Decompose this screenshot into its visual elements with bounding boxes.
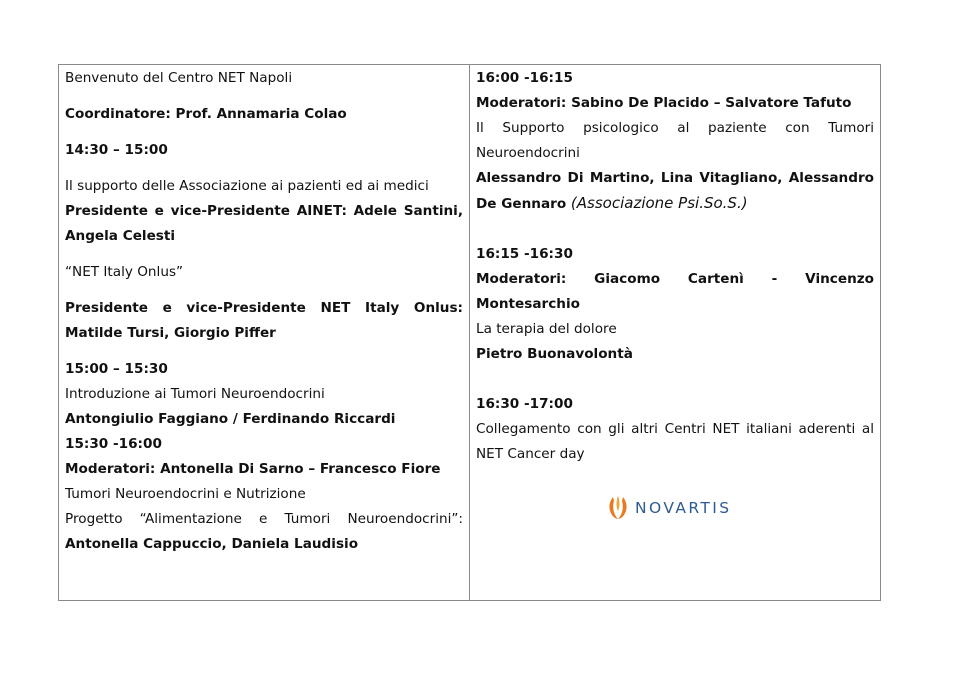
novartis-flame-icon <box>608 495 628 521</box>
slot4-speakers: Alessandro Di Martino, Lina Vitagliano, Alessandro De Gennaro <box>476 170 874 212</box>
slot5-topic: La terapia del dolore <box>476 321 617 337</box>
novartis-logo <box>608 495 731 521</box>
slot5-speaker: Pietro Buonavolontà <box>476 346 633 362</box>
slot1-topic: Il supporto delle Associazione ai pazienti ed ai medici <box>65 178 429 194</box>
slot6-topic: Collegamento con gli altri Centri NET italiani aderenti al NET Cancer day <box>476 421 874 462</box>
slot3-topic: Tumori Neuroendocrini e Nutrizione <box>65 486 306 502</box>
novartis-wordmark: NOVARTIS <box>635 499 732 517</box>
welcome-line: Benvenuto del Centro NET Napoli <box>65 70 293 86</box>
slot4-org: (Associazione Psi.So.S.) <box>570 194 748 212</box>
slot2-speakers: Antongiulio Faggiano / Ferdinando Riccardi <box>65 411 396 427</box>
net-italy-label: “NET Italy Onlus” <box>65 264 184 280</box>
slot3-speakers: Antonella Cappuccio, Daniela Laudisio <box>65 536 359 552</box>
slot2-time: 15:00 – 15:30 <box>65 361 168 377</box>
slot4-moderators: Moderatori: Sabino De Placido – Salvatore Tafuto <box>476 95 852 111</box>
slot3-moderators: Moderatori: Antonella Di Sarno – Francesco Fiore <box>65 461 441 477</box>
slot6-time: 16:30 -17:00 <box>476 396 573 412</box>
coordinator-line: Coordinatore: Prof. Annamaria Colao <box>65 106 347 122</box>
left-column <box>59 65 470 600</box>
slot2-topic: Introduzione ai Tumori Neuroendocrini <box>65 386 325 402</box>
program-table <box>58 64 881 601</box>
slot4-speakers-block <box>476 166 874 217</box>
net-italy-people: Presidente e vice-Presidente NET Italy Onlus: Matilde Tursi, Giorgio Piffer <box>65 300 463 341</box>
slot5-moderators: Moderatori: Giacomo Cartenì - Vincenzo Montesarchio <box>476 271 874 312</box>
slot1-time: 14:30 – 15:00 <box>65 142 168 158</box>
slot3-project: Progetto “Alimentazione e Tumori Neuroendocrini”: <box>65 511 463 527</box>
slot4-topic: Il Supporto psicologico al paziente con Tumori Neuroendocrini <box>476 120 874 161</box>
slot3-time: 15:30 -16:00 <box>65 436 162 452</box>
ainet-people: Presidente e vice-Presidente AINET: Adele Santini, Angela Celesti <box>65 203 463 244</box>
slot4-time: 16:00 -16:15 <box>476 70 573 86</box>
slot5-time: 16:15 -16:30 <box>476 246 573 262</box>
